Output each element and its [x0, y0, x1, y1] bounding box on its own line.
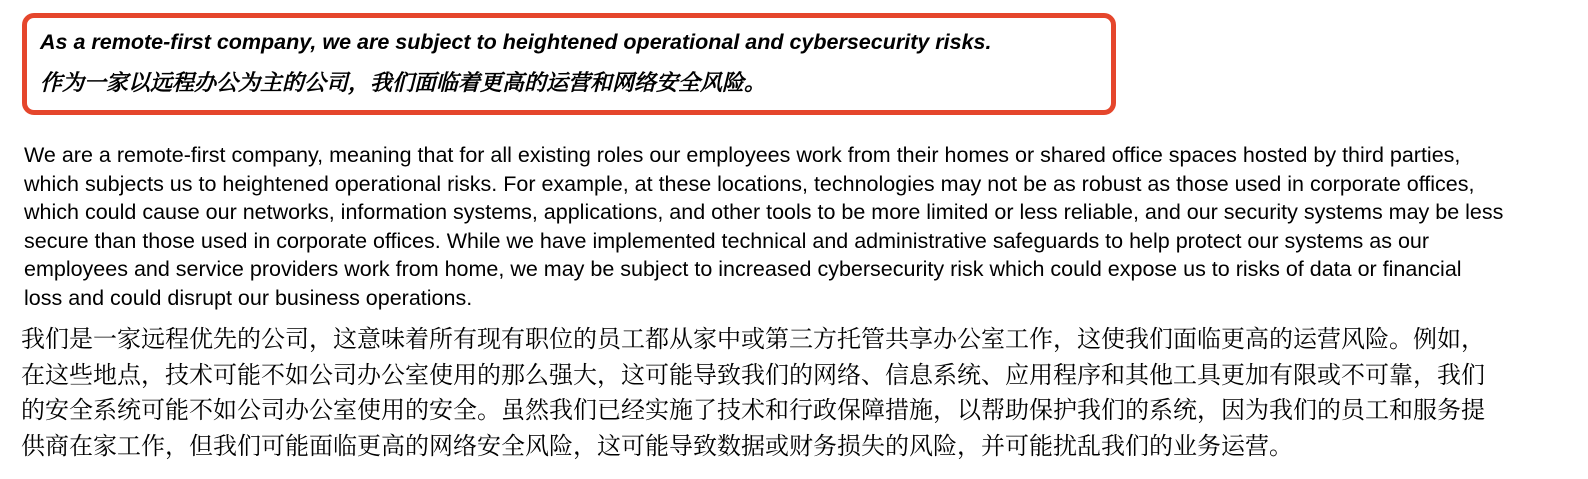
risk-paragraph-en: We are a remote-first company, meaning that for all existing roles our employees work from their homes or shared office spaces hosted by third parties, which subjects us to heightened operational risks. For example, at these locations, technologies may not be as robust as those used in corporate offices, which could cause our networks, information systems, applications, and other tools to be more limited or less reliable, and our security systems may be less secure than those used in corporate offices. While we have implemented technical and administrative safeguards to help protect our systems as our employees and service providers work from home, we may be subject to increased cybersecurity risk which could expose us to risks of data or financial loss and could disrupt our business operations.	[24, 143, 1504, 310]
risk-highlight-box	[22, 13, 1116, 115]
document-page	[0, 13, 1588, 479]
risk-paragraph-zh: 我们是一家远程优先的公司，这意味着所有现有职位的员工都从家中或第三方托管共享办公室工作，这使我们面临更高的运营风险。例如，在这些地点，技术可能不如公司办公室使用的那么强大，这可能导致我们的网络、信息系统、应用程序和其他工具更加有限或不可靠，我们的安全系统可能不如公司办公室使用的安全。虽然我们已经实施了技术和行政保障措施，以帮助保护我们的系统，因为我们的员工和服务提供商在家工作，但我们可能面临更高的网络安全风险，这可能导致数据或财务损失的风险，并可能扰乱我们的业务运营。	[21, 326, 1485, 460]
risk-heading-en: As a remote-first company, we are subject to heightened operational and cybersecurity risks.	[40, 30, 992, 54]
risk-heading-zh: 作为一家以远程办公为主的公司，我们面临着更高的运营和网络安全风险。	[40, 70, 767, 95]
